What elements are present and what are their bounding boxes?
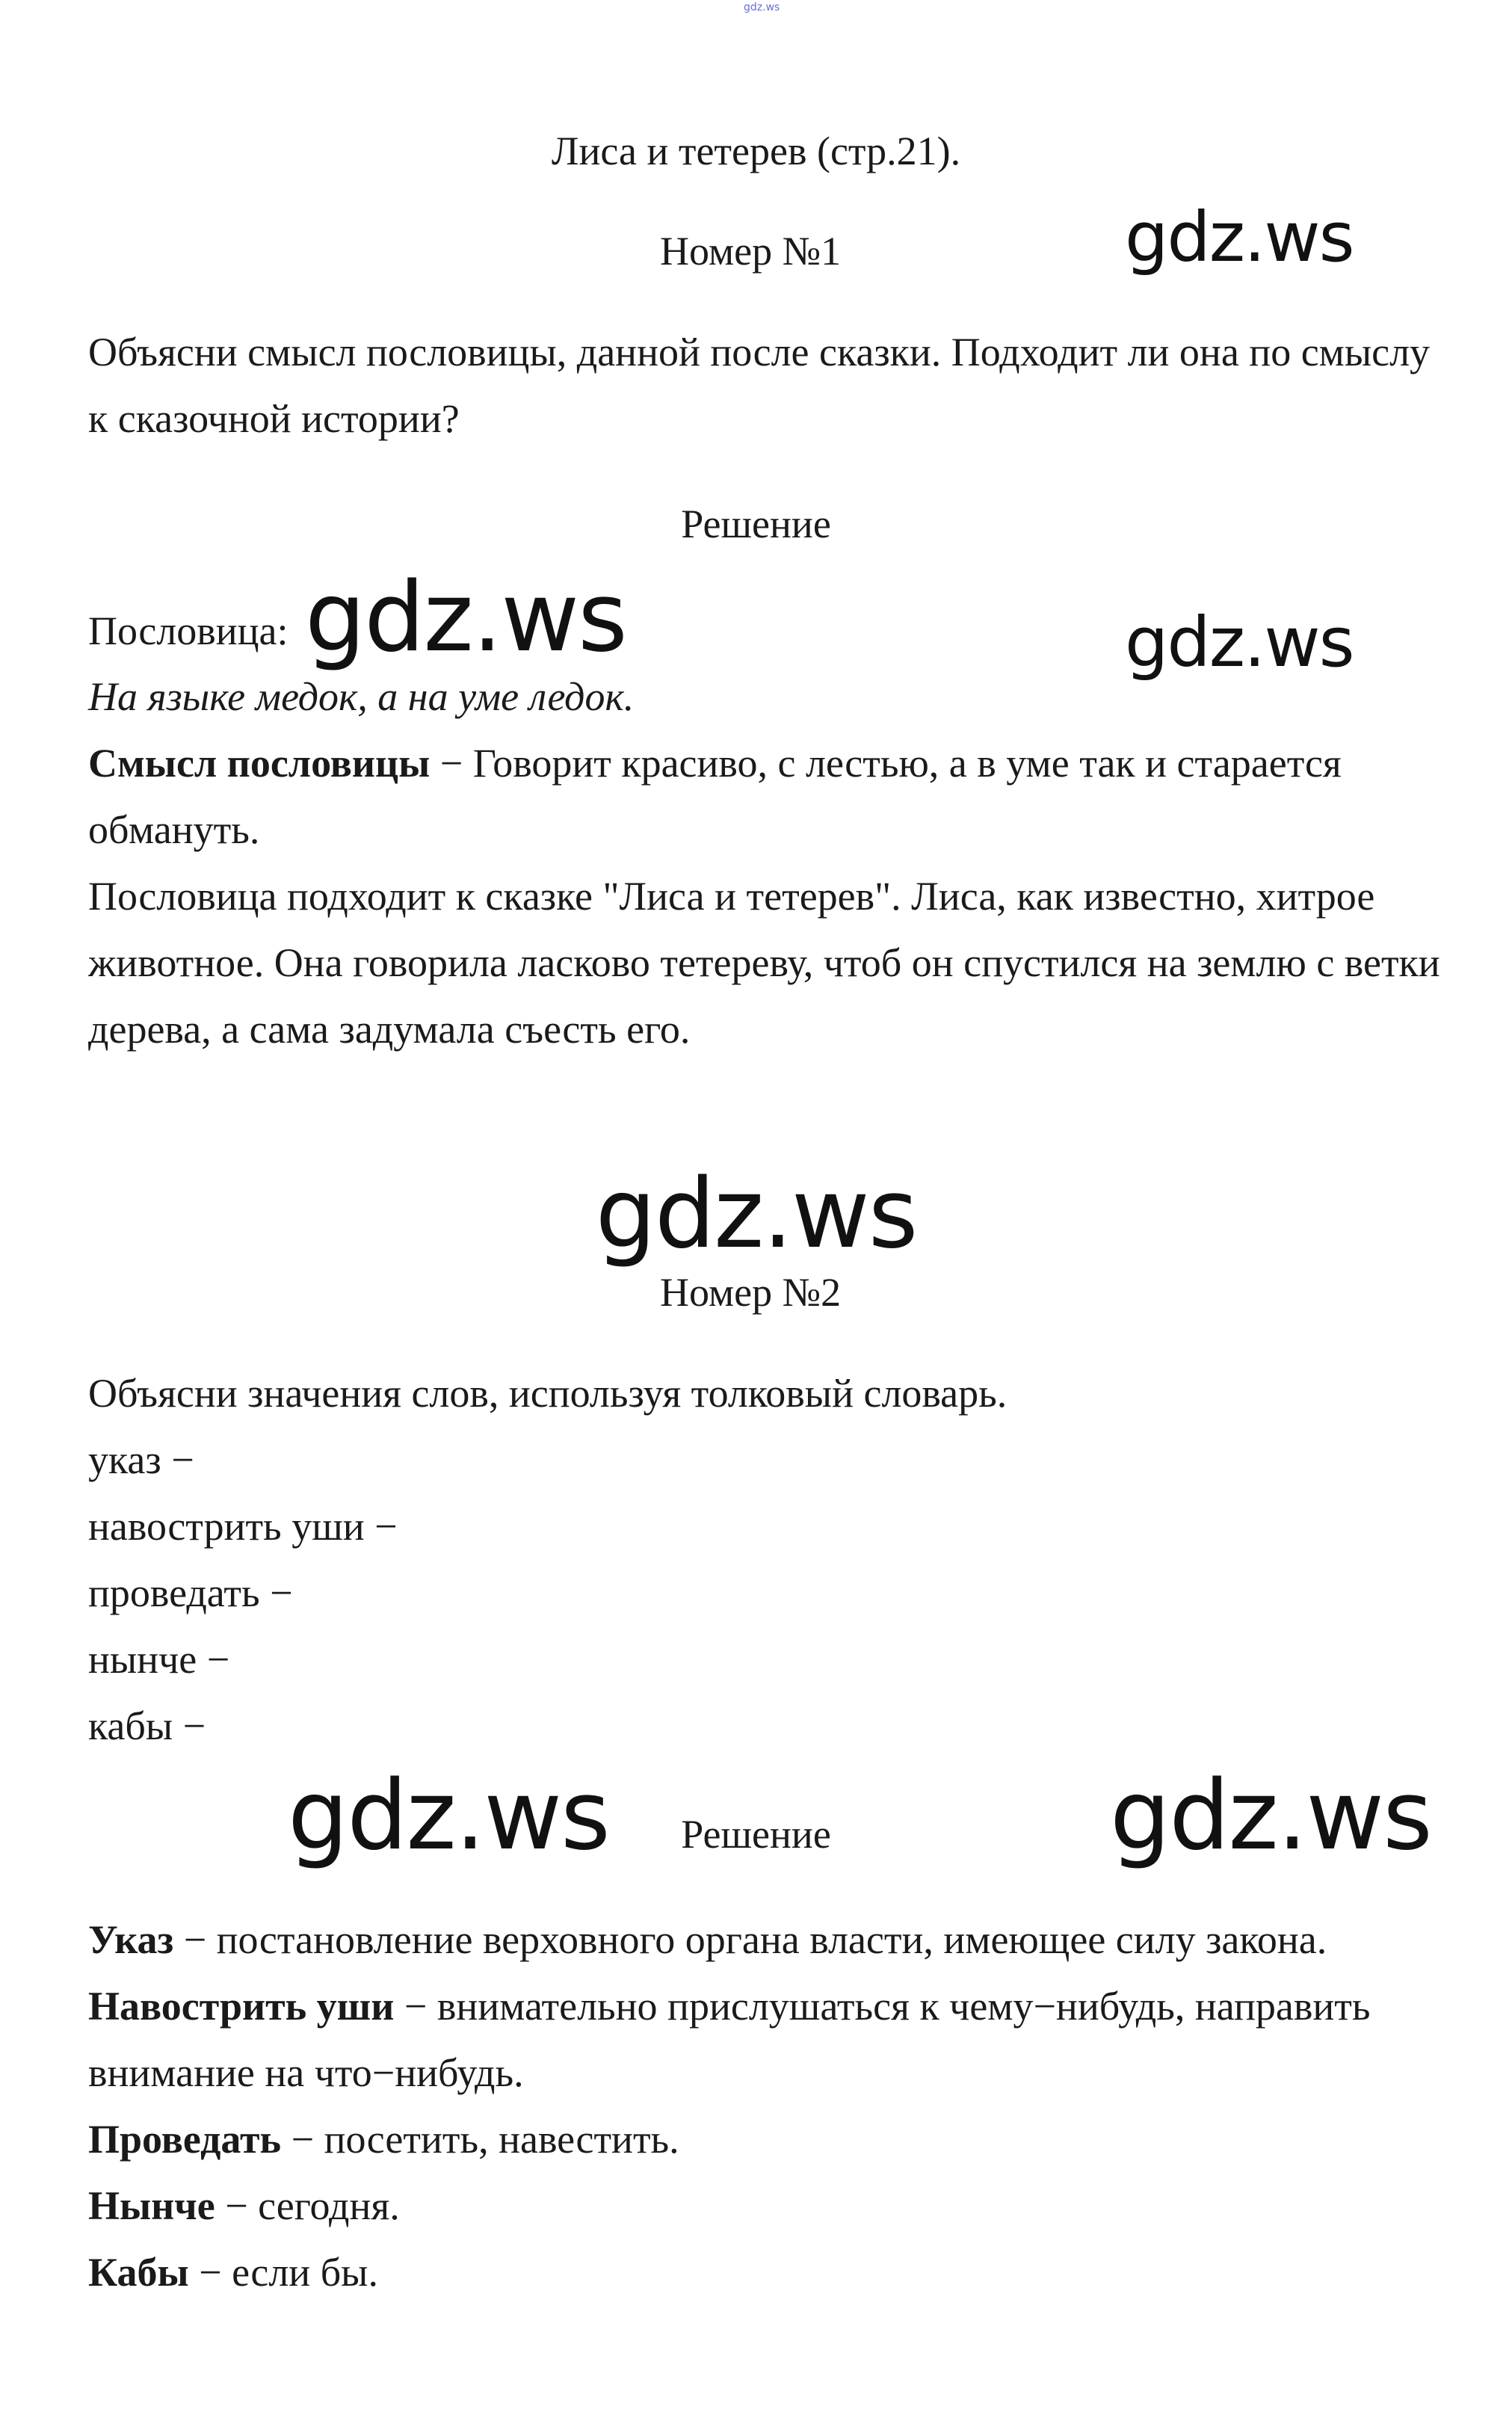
answer-item: Кабы − если бы. [88,2250,378,2295]
task1-solution-label: Решение [681,502,831,546]
answer-item: Указ − постановление верховного органа власти, имеющее силу закона. [88,1917,1327,1962]
meaning-text: − Говорит красиво, с лестью, а в уме так и старается обмануть. [88,741,1342,852]
task2-number: Номер №2 [660,1270,842,1315]
proverb-label: Пословица: [88,608,288,653]
watermark-6: gdz.ws [1110,1760,1431,1872]
word-item: указ − [88,1437,194,1482]
task1-question: Объясни смысл пословицы, данной после сказки. Подходит ли она по смыслу к сказочной истории? [88,330,1431,441]
answer-item: Нынче − сегодня. [88,2183,400,2228]
watermark-4: gdz.ws [595,1159,917,1270]
word-item: нынче − [88,1637,230,1682]
task2-answers [88,1907,1456,2306]
watermark-3: gdz.ws [1125,602,1354,682]
answer-item: Проведать − посетить, навестить. [88,2117,679,2162]
task2-solution-label: Решение [681,1812,831,1857]
word-item: кабы − [88,1703,206,1748]
task1-answer [88,664,1456,1063]
word-item: проведать − [88,1570,293,1615]
watermark-5: gdz.ws [288,1760,609,1872]
page-title: Лиса и тетерев (стр.21). [551,129,961,173]
answer-item: Навострить уши − внимательно прислушаться к чему−нибудь, направить внимание на что−нибудь. [88,1984,1371,2095]
meaning-label: Смысл пословицы [88,741,431,786]
proverb-text: На языке медок, а на уме ледок. [88,674,635,719]
task1-number: Номер №1 [660,229,842,274]
watermark-2: gdz.ws [305,562,626,673]
task2-question: Объясни значения слов, используя толковый словарь. [88,1371,1008,1416]
word-item: навострить уши − [88,1504,398,1549]
watermark-1: gdz.ws [1125,197,1354,277]
header-watermark: gdz.ws [744,1,780,13]
task2-question-block [88,1360,1456,1760]
conclusion-text: Пословица подходит к сказке "Лиса и тетерев". Лиса, как известно, хитрое животное. Она говорила ласково тетереву, чтоб он спустился на землю с ветки дерева, а сама задумала съесть его. [88,874,1440,1052]
